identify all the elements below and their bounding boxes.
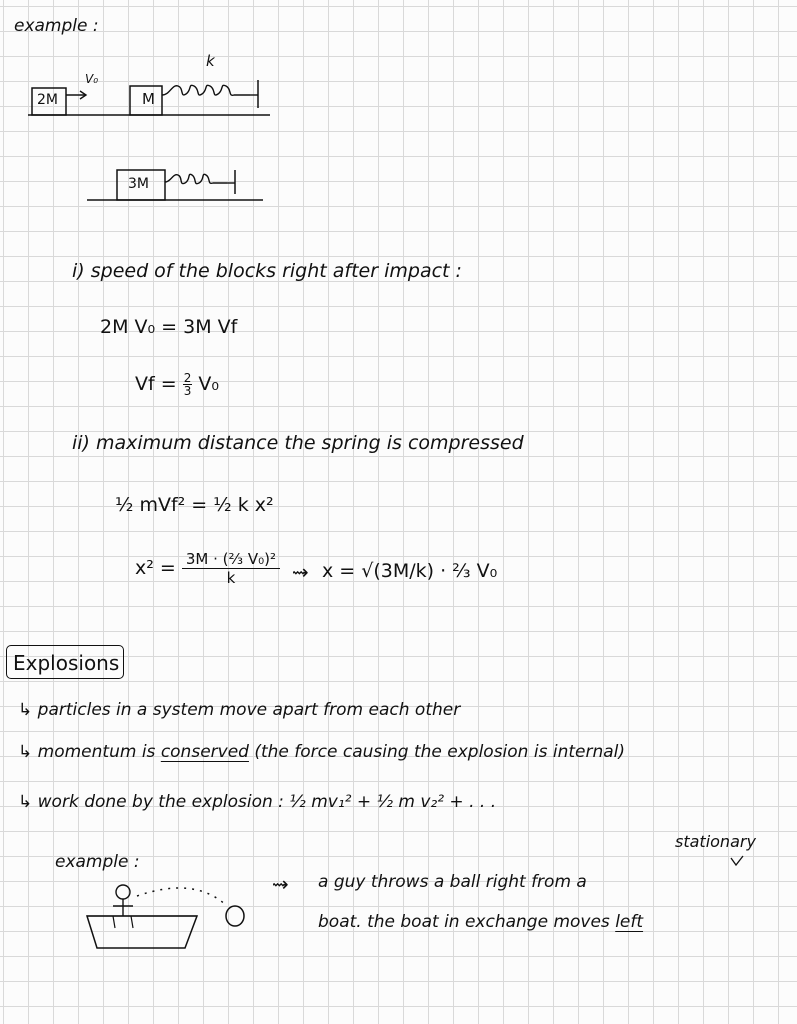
bullet-text-post: (the force causing the explosion is internal) [254,742,626,762]
final-velocity-equation [135,372,219,397]
line-2-text: boat. the boat in exchange moves [318,912,610,932]
example-2-line-2 [318,912,643,932]
example-label: example : [14,16,99,36]
x-squared-equation [135,550,280,587]
energy-equation: ½ mVf² = ½ k x² [115,494,274,516]
bullet-text: particles in a system move apart from each other [37,700,461,720]
x2-lhs: x² = [135,557,176,579]
vf-lhs: Vf = [135,373,177,395]
collision-diagram-before [20,50,300,130]
part-i-heading: i) speed of the blocks right after impact : [72,260,462,282]
insert-caret [730,856,744,866]
bullet-text-pre: momentum is [37,742,156,762]
part-ii-heading: ii) maximum distance the spring is compressed [72,432,524,454]
vf-rhs: V₀ [198,373,220,395]
bullet-text: work done by the explosion : ½ mv₁² + ½ m v₂² + . . . [37,792,497,812]
boat-throw-diagram [85,878,260,958]
implies-arrow-2: ⇝ [272,872,289,896]
left-word: left [615,912,644,932]
block-3m-label: 3M [128,176,149,192]
spring-constant-label: k [206,52,215,70]
conserved-word: conserved [160,742,249,762]
block-m-label: M [142,90,155,108]
two-thirds-fraction: $\frac{2}{3}$ [183,371,192,398]
x2-fraction: $\frac{\text{3M · (⅔ V₀)²}}{k}$ [182,550,280,587]
bullet-arrow: ↳ [18,742,33,762]
example-2-label: example : [55,852,140,872]
bullet-arrow: ↳ [18,792,33,812]
momentum-equation: 2M V₀ = 3M Vf [100,316,238,338]
implies-arrow: ⇝ [292,560,309,584]
velocity-label: V₀ [85,72,99,86]
bullet-arrow: ↳ [18,700,33,720]
collision-diagram-after [85,158,285,208]
x-result: x = √(3M/k) · ⅔ V₀ [322,560,498,582]
example-2-line-1: a guy throws a ball right from a [318,872,587,892]
block-2m-label: 2M [37,92,58,108]
explosions-title: Explosions [6,645,124,679]
explosion-bullet-1 [18,700,460,720]
explosion-bullet-2 [18,742,625,762]
insert-word-stationary: stationary [675,832,756,851]
explosion-bullet-3 [18,792,496,812]
